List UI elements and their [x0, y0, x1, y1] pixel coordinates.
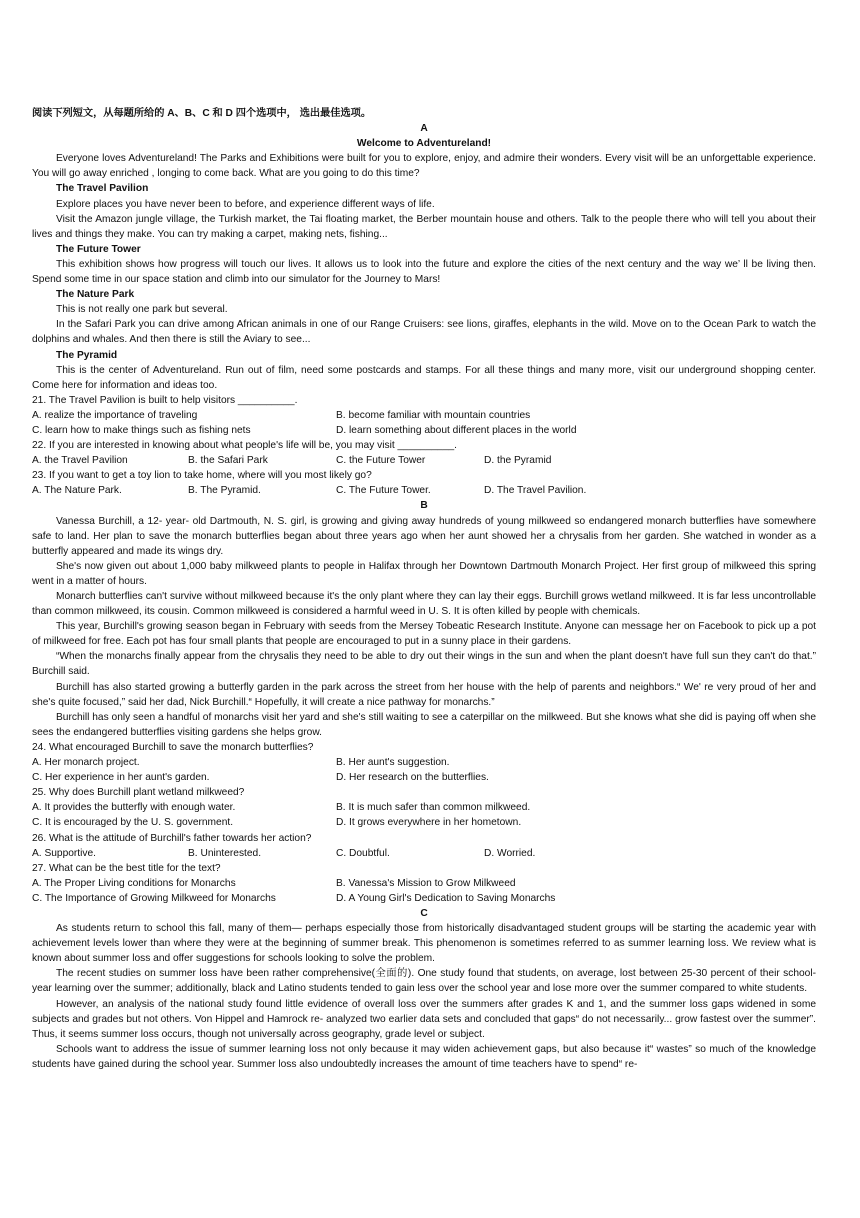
option-d: D. Worried. — [484, 847, 536, 859]
passage-b-letter: B — [420, 500, 428, 512]
option-row — [32, 423, 816, 438]
passage-paragraph: Monarch butterflies can't survive without milkweed because it's the only plant where they can lay their eggs. Burchill grows wetland milkweed. It is far less uncontrollable than common milkweed, its cousin. Common milkweed is considered a harmful weed in U. S. It is often killed by people with chemicals. — [32, 591, 816, 618]
option-c: C. Her experience in her aunt's garden. — [32, 772, 210, 784]
option-c: C. Doubtful. — [336, 847, 390, 859]
question-stem: 24. What encouraged Burchill to save the monarch butterflies? — [32, 741, 314, 753]
passage-a-intro: Everyone loves Adventureland! The Parks and Exhibitions were built for you to explore, enjoy, and admire their wonders. Every visit will be an unforgettable experience. You will go away enriched , longing to come back. What are you going to do this time? — [32, 153, 816, 180]
question-stem: 21. The Travel Pavilion is built to help visitors __________. — [32, 394, 298, 406]
passage-paragraph: Burchill has only seen a handful of monarchs visit her yard and she's still waiting to see a caterpillar on the milkweed. But she knows what she did is paying off when she sees the endangered butterflies visiting gardens she helps grow. — [32, 711, 816, 738]
option-d: D. A Young Girl's Dedication to Saving Monarchs — [336, 892, 556, 904]
option-a: A. Supportive. — [32, 847, 96, 859]
option-c: C. It is encouraged by the U. S. government. — [32, 817, 234, 829]
option-b: B. It is much safer than common milkweed. — [336, 802, 531, 814]
passage-paragraph: Vanessa Burchill, a 12- year- old Dartmouth, N. S. girl, is growing and giving away hundreds of young milkweed so endangered monarch butterflies have somewhere safe to land. Her plan to save the monarch butterflies began about three years ago when her aunt showed her a chrysalis from her garden. She watched in wonder as a butterfly appeared and made its wings dry. — [32, 515, 816, 557]
option-row — [32, 453, 816, 468]
question-stem: 26. What is the attitude of Burchill's father towards her action? — [32, 832, 312, 844]
passage-paragraph: “When the monarchs finally appear from the chrysalis they need to be able to dry out their wings in the sun and when the plant doesn't have full sun they can't do that.” Burchill said. — [32, 651, 816, 678]
option-row — [32, 891, 816, 906]
section-heading: The Future Tower — [56, 243, 141, 255]
question-stem: 27. What can be the best title for the text? — [32, 862, 221, 874]
option-d: D. The Travel Pavilion. — [484, 485, 587, 497]
option-b: B. Vanessa's Mission to Grow Milkweed — [336, 877, 516, 889]
question-stem: 22. If you are interested in knowing about what people's life will be, you may visit __________. — [32, 440, 457, 452]
option-b: B. Her aunt's suggestion. — [336, 757, 450, 769]
question-block — [32, 861, 816, 906]
option-row — [32, 876, 816, 891]
option-b: B. become familiar with mountain countries — [336, 409, 531, 421]
option-d: D. It grows everywhere in her hometown. — [336, 817, 522, 829]
section-paragraph: Explore places you have never been to before, and experience different ways of life. — [56, 198, 435, 210]
option-row — [32, 846, 816, 861]
passage-c-letter: C — [420, 907, 428, 919]
option-row — [32, 755, 816, 770]
option-c: C. The Importance of Growing Milkweed for Monarchs — [32, 892, 276, 904]
passage-a-letter: A — [420, 123, 428, 135]
passage-paragraph: As students return to school this fall, many of them— perhaps especially those from historically disadvantaged student groups will be starting the academic year with achievement levels lower than where they were at the beginning of summer break. This phenomenon is sometimes referred to as summer learning loss. We review what is known about summer loss and offer suggestions for schools looking to solve the problem. — [32, 923, 816, 965]
option-row — [32, 408, 816, 423]
option-d: D. the Pyramid — [484, 455, 552, 467]
option-a: A. The Proper Living conditions for Monarchs — [32, 877, 236, 889]
section-paragraph: This is the center of Adventureland. Run out of film, need some postcards and stamps. For all these things and many more, visit our underground shopping center. Come here for information and ideas too. — [32, 364, 816, 391]
option-row — [32, 800, 816, 815]
instruction: 阅读下列短文，从每题所给的 A、B、C 和 D 四个选项中， 选出最佳选项。 — [32, 108, 372, 119]
option-d: D. learn something about different places in the world — [336, 424, 577, 436]
option-b: B. the Safari Park — [188, 455, 268, 467]
option-a: A. the Travel Pavilion — [32, 455, 128, 467]
passage-paragraph: Burchill has also started growing a butterfly garden in the park across the street from her house with the help of parents and neighbors.“ We' re very proud of her and she's quite focused,” said her dad, Nick Burchill.“ Hopefully, it will create a nice pathway for monarchs.” — [32, 681, 816, 708]
passage-paragraph: Schools want to address the issue of summer learning loss not only because it may widen achievement gaps, but also because it“ wastes” so much of the knowledge students have gained during the school year. Summer loss also undoubtedly increases the amount of time teachers have to spend“ re- — [32, 1043, 816, 1070]
section-heading: The Travel Pavilion — [56, 183, 149, 195]
passage-paragraph: She's now given out about 1,000 baby milkweed plants to people in Halifax through her Downtown Dartmouth Monarch Project. Her first group of milkweed this spring went in a matter of hours. — [32, 560, 816, 587]
question-block — [32, 438, 816, 468]
question-stem: 25. Why does Burchill plant wetland milkweed? — [32, 787, 245, 799]
section-heading: The Pyramid — [56, 349, 118, 361]
passage-paragraph: The recent studies on summer loss have been rather comprehensive(全面的). One study found that students, on average, lost between 25-30 percent of their school- year learning over the summer; additionally, black and Latino students tended to gain less over the school year and lose more over the summer compared to white students. — [32, 968, 816, 995]
option-a: A. realize the importance of traveling — [32, 409, 198, 421]
option-c: C. the Future Tower — [336, 455, 426, 467]
option-a: A. The Nature Park. — [32, 485, 122, 497]
section-heading: The Nature Park — [56, 289, 135, 301]
option-a: A. It provides the butterfly with enough water. — [32, 802, 236, 814]
passage-a-title: Welcome to Adventureland! — [356, 138, 492, 150]
passage-paragraph: However, an analysis of the national study found little evidence of overall loss over the summers after grades K and 1, and the summer loss gaps widened in some subjects and grades but not others. Von Hippel and Hamrock re- analyzed two earlier data sets and concluded that gaps“ do not necessarily... grow fastest over the summer”. Thus, it seems summer loss occurs, though not universally across geography, grade level or subject. — [32, 998, 816, 1040]
question-block — [32, 468, 816, 498]
option-a: A. Her monarch project. — [32, 757, 140, 769]
option-c: C. learn how to make things such as fishing nets — [32, 424, 251, 436]
option-b: B. Uninterested. — [188, 847, 262, 859]
option-row — [32, 483, 816, 498]
passage-paragraph: This year, Burchill's growing season began in February with seeds from the Mersey Tobeatic Research Institute. Anyone can message her on Facebook to pick up a pot of milkweed for free. Each pot has four small plants that people are encouraged to put in a sunny place in their gardens. — [32, 621, 816, 648]
question-block — [32, 785, 816, 830]
option-row — [32, 770, 816, 785]
question-block — [32, 393, 816, 438]
exam-page — [32, 106, 816, 1072]
question-stem: 23. If you want to get a toy lion to take home, where will you most likely go? — [32, 470, 372, 482]
section-paragraph: In the Safari Park you can drive among African animals in one of our Range Cruisers: see lions, giraffes, elephants in the wild. Move on to the Ocean Park to watch the dolphins and whales. And then there is still the Aviary to see... — [32, 319, 816, 346]
question-block — [32, 740, 816, 785]
option-d: D. Her research on the butterflies. — [336, 772, 489, 784]
option-b: B. The Pyramid. — [188, 485, 261, 497]
option-c: C. The Future Tower. — [336, 485, 431, 497]
section-paragraph: This is not really one park but several. — [56, 304, 228, 316]
option-row — [32, 815, 816, 830]
section-paragraph: This exhibition shows how progress will touch our lives. It allows us to look into the future and explore the cities of the next century and the way we’ ll be living then. Spend some time in our space station and climb into our simulator for the Journey to Mars! — [32, 258, 816, 286]
question-block — [32, 831, 816, 861]
section-paragraph: Visit the Amazon jungle village, the Turkish market, the Tai floating market, the Berber mountain house and others. Talk to the people there who will tell you about their lives and things they make. You can try making a carpet, making nets, fishing... — [32, 213, 816, 240]
